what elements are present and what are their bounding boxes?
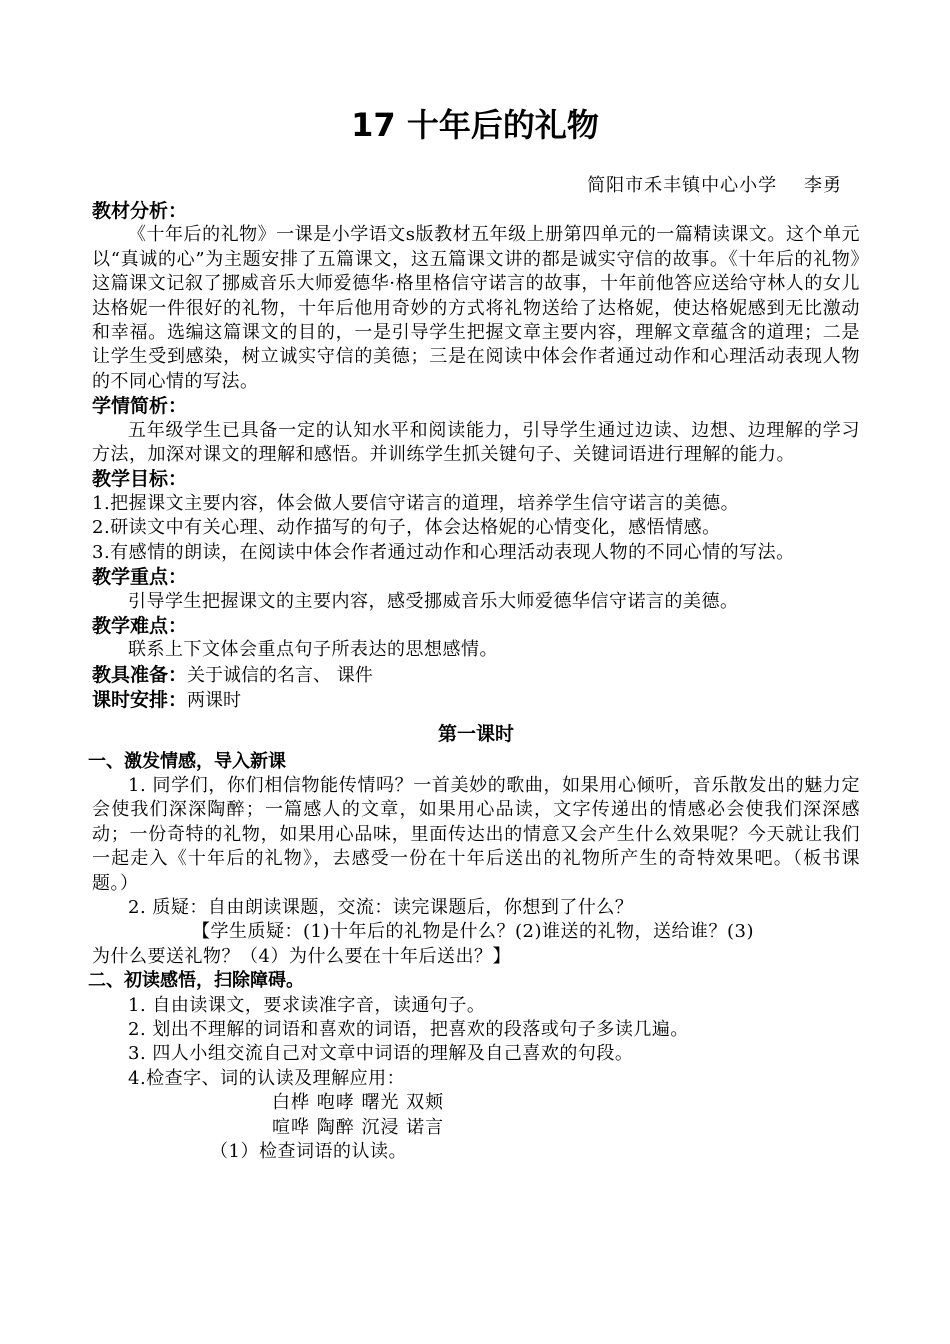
vocab-words-row: 白桦 咆哮 曙光 双颊 (272, 1092, 445, 1114)
analysis-heading: 教材分析： (92, 200, 188, 222)
part1-paragraph: 1. 同学们，你们相信物能传情吗？一首美妙的歌曲，如果用心倾听，音乐散发出的魅力定会使我们深深陶醉；一篇感人的文章，如果用心品读，文字传递出的情感必会使我们深深感动；一份奇特的礼物，如果用心品味，里面传达出的情意又会产生什么效果呢？今天就让我们一起走入《十年后的礼物》，去感受一份在十年后送出的礼物所产生的奇特效果吧。（板书课题。） (92, 774, 860, 894)
difficulty-heading: 教学难点： (92, 614, 188, 637)
schedule-text: 两课时 (187, 690, 242, 712)
page-title: 17 十年后的礼物 (351, 106, 599, 144)
student-questions-cont: 为什么要送礼物？（4）为什么要在十年后送出？】 (92, 945, 511, 967)
schedule-line (92, 688, 860, 713)
part2-item: 3. 四人小组交流自己对文章中词语的理解及自己喜欢的句段。 (128, 1043, 634, 1065)
goals-heading: 教学目标： (92, 468, 188, 491)
vocab-words-row: 喧哗 陶醉 沉浸 诺言 (272, 1116, 445, 1138)
analysis-text: 《十年后的礼物》一课是小学语文s版教材五年级上册第四单元的一篇精读课文。这个单元以“真诚的心”为主题安排了五篇课文，这五篇课文讲的都是诚实守信的故事。《十年后的礼物》这篇课文记叙了挪威音乐大师爱德华·格里格信守诺言的故事，十年前他答应送给守林人的女儿达格妮一件很好的礼物，十年后他用奇妙的方式将礼物送给了达格妮，使达格妮感到无比激动和幸福。选编这篇课文的目的，一是引导学生把握文章主要内容，理解文章蕴含的道理；二是让学生受到感染，树立诚实守信的美德；三是在阅读中体会作者通过动作和心理活动表现人物的不同心情的写法。 (92, 224, 860, 392)
goal-item: 2.研读文中有关心理、动作描写的句子，体会达格妮的心情变化，感悟情感。 (92, 517, 721, 539)
part2-item: 4.检查字、词的认读及理解应用： (128, 1067, 406, 1089)
goal-item: 3.有感情的朗读，在阅读中体会作者通过动作和心理活动表现人物的不同心情的写法。 (92, 541, 795, 563)
part2-item: 2. 划出不理解的词语和喜欢的词语，把喜欢的段落或句子多读几遍。 (128, 1019, 689, 1040)
goal-item: 1.把握课文主要内容，体会做人要信守诺言的道理，培养学生信守诺言的美德。 (92, 492, 740, 514)
part1-question: 2. 质疑：自由朗读课题，交流：读完课题后，你想到了什么？ (128, 896, 634, 918)
key-heading: 教学重点： (92, 566, 188, 589)
tools-text: 关于诚信的名言、 课件 (187, 664, 373, 686)
tools-line (92, 663, 860, 688)
document-body (88, 199, 860, 1164)
schedule-heading: 课时安排： (92, 689, 188, 712)
author-line: 简阳市禾丰镇中心小学 李勇 (587, 175, 842, 196)
sub-item: （1）检查词语的认读。 (210, 1141, 407, 1163)
student-questions: 【学生质疑：(1)十年后的礼物是什么？(2)谁送的礼物，送给谁？(3) (192, 921, 754, 943)
learners-heading: 学情简析： (92, 395, 188, 418)
part2-heading: 二、初读感悟，扫除障碍。 (88, 970, 304, 992)
learners-text: 五年级学生已具备一定的认知水平和阅读能力，引导学生通过边读、边想、边理解的学习方法，加深对课文的理解和感悟。并训练学生抓关键句子、关键词语进行理解的能力。 (92, 419, 860, 466)
part1-heading: 一、激发情感，导入新课 (88, 750, 286, 772)
part2-item: 1. 自由读课文，要求读准字音，读通句子。 (128, 994, 486, 1016)
difficulty-text: 联系上下文体会重点句子所表达的思想感情。 (128, 639, 498, 661)
key-text: 引导学生把握课文的主要内容，感受挪威音乐大师爱德华信守诺言的美德。 (128, 590, 739, 612)
lesson-title: 第一课时 (437, 722, 514, 745)
tools-heading: 教具准备： (92, 663, 188, 686)
